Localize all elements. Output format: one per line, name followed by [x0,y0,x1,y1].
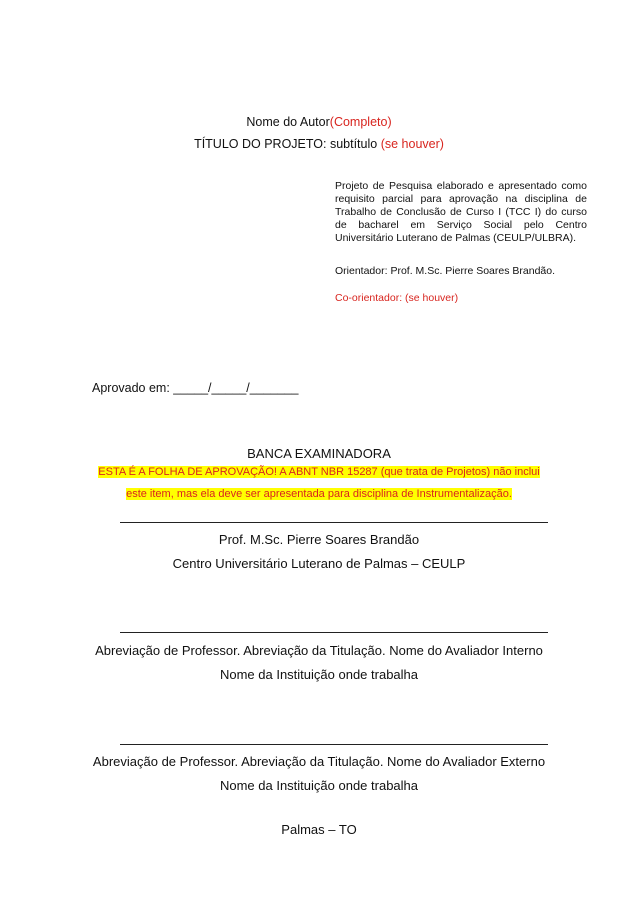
signature-line-3 [120,744,548,745]
place-line: Palmas – TO [281,822,357,837]
co-advisor-text: Co-orientador: (se houver) [335,292,459,304]
member-3-institution: Nome da Instituição onde trabalha [219,778,418,793]
warning-text-1: ESTA É A FOLHA DE APROVAÇÃO! A ABNT NBR 15287 (que trata de Projetos) não inclui [98,466,540,478]
warning-line-2 [0,488,638,500]
description-text: Projeto de Pesquisa elaborado e apresentado como requisito parcial para aprovação na disciplina de Trabalho de Conclusão de Curso I (TCC I) do curso de bacharel em Serviço Social pelo Centro Universitário Luterano de Palmas (CEULP/ULBRA). [335,180,587,244]
author-note: (Completo) [329,115,392,129]
member-2-name: Abreviação de Professor. Abreviação da Titulação. Nome do Avaliador Interno [95,643,543,658]
author-label: Nome do Autor [246,115,330,129]
board-heading: BANCA EXAMINADORA [247,446,391,461]
advisor-text: Orientador: Prof. M.Sc. Pierre Soares Brandão. [335,265,556,277]
co-advisor-box [335,292,587,305]
advisor-box [335,265,587,278]
title-note: (se houver) [380,137,444,151]
approval-date-line: Aprovado em: _____/_____/_______ [92,381,299,395]
member-2-institution: Nome da Instituição onde trabalha [219,667,418,682]
title-line [0,137,638,151]
member-3-name: Abreviação de Professor. Abreviação da Titulação. Nome do Avaliador Externo [92,754,546,769]
project-title: TÍTULO DO PROJETO: subtítulo [194,137,378,151]
warning-line-1 [0,466,638,478]
author-line [0,115,638,129]
description-box [335,180,587,245]
member-1-name: Prof. M.Sc. Pierre Soares Brandão [218,532,420,547]
warning-text-2: este item, mas ela deve ser apresentada para disciplina de Instrumentalização. [126,488,512,500]
member-1-institution: Centro Universitário Luterano de Palmas – CEULP [172,556,466,571]
signature-line-2 [120,632,548,633]
signature-line-1 [120,522,548,523]
